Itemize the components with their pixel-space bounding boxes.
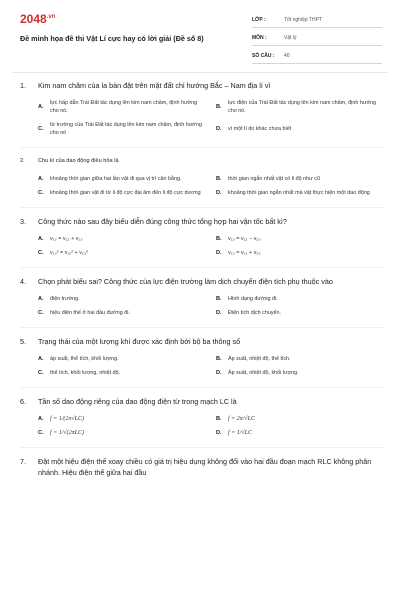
exam-title: Đề minh họa đề thi Vật Lí cực hay có lời giải (Đề số 8) bbox=[20, 34, 204, 43]
header-divider bbox=[12, 72, 388, 73]
option-letter: A. bbox=[38, 236, 44, 242]
question-head bbox=[20, 456, 384, 478]
option-c[interactable] bbox=[38, 429, 206, 437]
option-letter: B. bbox=[216, 296, 222, 302]
option-letter: C. bbox=[38, 250, 44, 256]
option-d[interactable] bbox=[216, 121, 384, 137]
question-separator bbox=[20, 387, 384, 388]
question-2 bbox=[0, 156, 400, 197]
option-formula: f = 1/(2π√LC) bbox=[50, 416, 85, 422]
option-text: vì một lí do khác chưa biết bbox=[228, 126, 292, 132]
question-number: 5. bbox=[20, 337, 26, 346]
meta-value: 40 bbox=[284, 52, 290, 59]
option-text: v₁₃ = v₁₂ + v₂₃ bbox=[228, 250, 261, 256]
option-text: v₁₃ = v₁₂ − v₂₃ bbox=[228, 236, 261, 242]
option-c[interactable] bbox=[38, 309, 206, 317]
question-number: 4. bbox=[20, 277, 26, 286]
option-letter: D. bbox=[216, 190, 222, 196]
option-letter: B. bbox=[216, 356, 222, 362]
option-letter: C. bbox=[38, 310, 44, 316]
option-letter: B. bbox=[216, 416, 222, 422]
option-letter: B. bbox=[216, 236, 222, 242]
question-head bbox=[20, 156, 384, 167]
header bbox=[0, 0, 400, 64]
options bbox=[38, 175, 384, 197]
meta-row-subject bbox=[252, 30, 382, 46]
option-c[interactable] bbox=[38, 369, 206, 377]
option-letter: A. bbox=[38, 416, 44, 422]
option-formula: f = 1/√LC bbox=[228, 430, 253, 436]
option-d[interactable] bbox=[216, 369, 384, 377]
option-letter: B. bbox=[216, 104, 222, 110]
option-letter: C. bbox=[38, 370, 44, 376]
option-letter: C. bbox=[38, 190, 44, 196]
meta-label: SỐ CÂU : bbox=[252, 52, 275, 59]
option-letter: B. bbox=[216, 176, 222, 182]
question-number: 3. bbox=[20, 217, 26, 226]
question-text: Chu kì của dao động điều hòa là bbox=[38, 158, 119, 164]
option-text: điện trường. bbox=[50, 296, 80, 302]
question-head bbox=[20, 336, 384, 347]
option-letter: D. bbox=[216, 370, 222, 376]
option-text: áp suất, thể tích, khối lượng. bbox=[50, 356, 119, 362]
meta-row-class bbox=[252, 12, 382, 28]
option-letter: C. bbox=[38, 126, 44, 132]
option-formula: f = 1/√(2πLC) bbox=[50, 430, 85, 436]
option-text: Điện tích dịch chuyển. bbox=[228, 310, 282, 316]
option-b[interactable] bbox=[216, 355, 384, 363]
question-text: Tần số dao động riêng của dao động điện từ trong mạch LC là bbox=[38, 397, 237, 406]
question-number: 2. bbox=[20, 158, 25, 164]
question-6 bbox=[0, 396, 400, 437]
option-d[interactable] bbox=[216, 249, 384, 257]
question-text: Đặt một hiệu điện thế xoay chiều có giá trị hiệu dụng không đổi vào hai đầu đoạn mạch RLC không phân nhánh. Hiệu điện thế giữa hai đầu bbox=[38, 457, 372, 477]
option-formula: f = 2π/√LC bbox=[228, 416, 256, 422]
option-letter: C. bbox=[38, 430, 44, 436]
option-d[interactable] bbox=[216, 189, 384, 197]
option-a[interactable] bbox=[38, 355, 206, 363]
logo-suffix: .vn bbox=[46, 14, 56, 20]
options bbox=[38, 415, 384, 437]
question-separator bbox=[20, 447, 384, 448]
exam-meta bbox=[252, 12, 382, 66]
option-text: lực hấp dẫn Trái Đất tác dụng lên kim nam châm, định hướng cho nó. bbox=[50, 100, 198, 114]
option-text: thể tích, khối lượng, nhiệt độ. bbox=[50, 370, 121, 376]
option-text: từ trường của Trái Đất tác dụng lên kim nam châm, định hướng cho nó bbox=[50, 122, 202, 136]
question-head bbox=[20, 396, 384, 407]
option-text: hiệu điện thế ở hai đầu đường đi. bbox=[50, 310, 130, 316]
option-c[interactable] bbox=[38, 249, 206, 257]
question-head bbox=[20, 216, 384, 227]
options bbox=[38, 355, 384, 377]
option-b[interactable] bbox=[216, 295, 384, 303]
option-text: Áp suất, nhiệt độ, thể tích. bbox=[228, 356, 291, 362]
question-5 bbox=[0, 336, 400, 377]
option-c[interactable] bbox=[38, 121, 206, 137]
option-a[interactable] bbox=[38, 415, 206, 423]
option-a[interactable] bbox=[38, 175, 206, 183]
meta-label: LỚP : bbox=[252, 16, 266, 23]
option-text: v₁₃ = v₁₂ + v₂₃ bbox=[50, 236, 83, 242]
question-separator bbox=[20, 147, 384, 148]
option-text: v₁₃² = v₁₂² + v₂₃² bbox=[50, 250, 88, 256]
option-letter: D. bbox=[216, 250, 222, 256]
option-b[interactable] bbox=[216, 99, 384, 115]
option-letter: D. bbox=[216, 430, 222, 436]
question-text: Trạng thái của một lượng khí được xác định bởi bộ ba thông số bbox=[38, 337, 241, 346]
question-text: Kim nam châm của la bàn đặt trên mặt đất chỉ hướng Bắc – Nam địa lí vì bbox=[38, 81, 271, 90]
option-a[interactable] bbox=[38, 235, 206, 243]
options bbox=[38, 295, 384, 317]
question-head bbox=[20, 80, 384, 91]
option-letter: D. bbox=[216, 126, 222, 132]
question-text: Công thức nào sau đây biểu diễn đúng công thức tổng hợp hai vận tốc bất kì? bbox=[38, 217, 287, 226]
option-text: khoảng thời gian giữa hai lần vật đi qua vị trí cân bằng. bbox=[50, 176, 182, 182]
logo-text: 2048 bbox=[20, 12, 47, 26]
option-a[interactable] bbox=[38, 295, 206, 303]
option-b[interactable] bbox=[216, 175, 384, 183]
option-a[interactable] bbox=[38, 99, 206, 115]
option-text: thời gian ngắn nhất vật có li độ như cũ bbox=[228, 176, 320, 182]
option-text: khoảng thời gian vật đi từ li độ cực đại âm đến li độ cực dương bbox=[50, 190, 201, 196]
question-separator bbox=[20, 267, 384, 268]
option-letter: D. bbox=[216, 310, 222, 316]
question-separator bbox=[20, 327, 384, 328]
question-3 bbox=[0, 216, 400, 257]
question-1 bbox=[0, 80, 400, 137]
option-text: lực điện của Trái Đất tác dụng lên kim nam châm, định hướng cho nó. bbox=[228, 100, 376, 114]
options bbox=[38, 99, 384, 137]
meta-value: Tốt nghiệp THPT bbox=[284, 16, 322, 23]
question-list bbox=[0, 80, 400, 488]
question-number: 7. bbox=[20, 457, 26, 466]
option-text: Áp suất, nhiệt độ, khối lượng. bbox=[228, 370, 299, 376]
option-text: Hình dạng đường đi. bbox=[228, 296, 278, 302]
option-b[interactable] bbox=[216, 235, 384, 243]
option-letter: A. bbox=[38, 104, 44, 110]
option-text: khoảng thời gian ngắn nhất mà vật thực hiện một dao động bbox=[228, 190, 370, 196]
question-separator bbox=[20, 207, 384, 208]
question-4 bbox=[0, 276, 400, 317]
meta-row-count bbox=[252, 48, 382, 64]
option-b[interactable] bbox=[216, 415, 384, 423]
logo[interactable] bbox=[20, 12, 55, 26]
option-d[interactable] bbox=[216, 429, 384, 437]
meta-label: MÔN : bbox=[252, 34, 267, 41]
question-head bbox=[20, 276, 384, 287]
options bbox=[38, 235, 384, 257]
question-7 bbox=[0, 456, 400, 478]
option-letter: A. bbox=[38, 176, 44, 182]
question-text: Chọn phát biểu sai? Công thức của lực điện trường làm dịch chuyển điện tích phụ thuộc vào bbox=[38, 277, 333, 286]
question-number: 1. bbox=[20, 81, 26, 90]
option-d[interactable] bbox=[216, 309, 384, 317]
option-c[interactable] bbox=[38, 189, 206, 197]
option-letter: A. bbox=[38, 296, 44, 302]
meta-value: Vật lý bbox=[284, 34, 297, 41]
option-letter: A. bbox=[38, 356, 44, 362]
question-number: 6. bbox=[20, 397, 26, 406]
